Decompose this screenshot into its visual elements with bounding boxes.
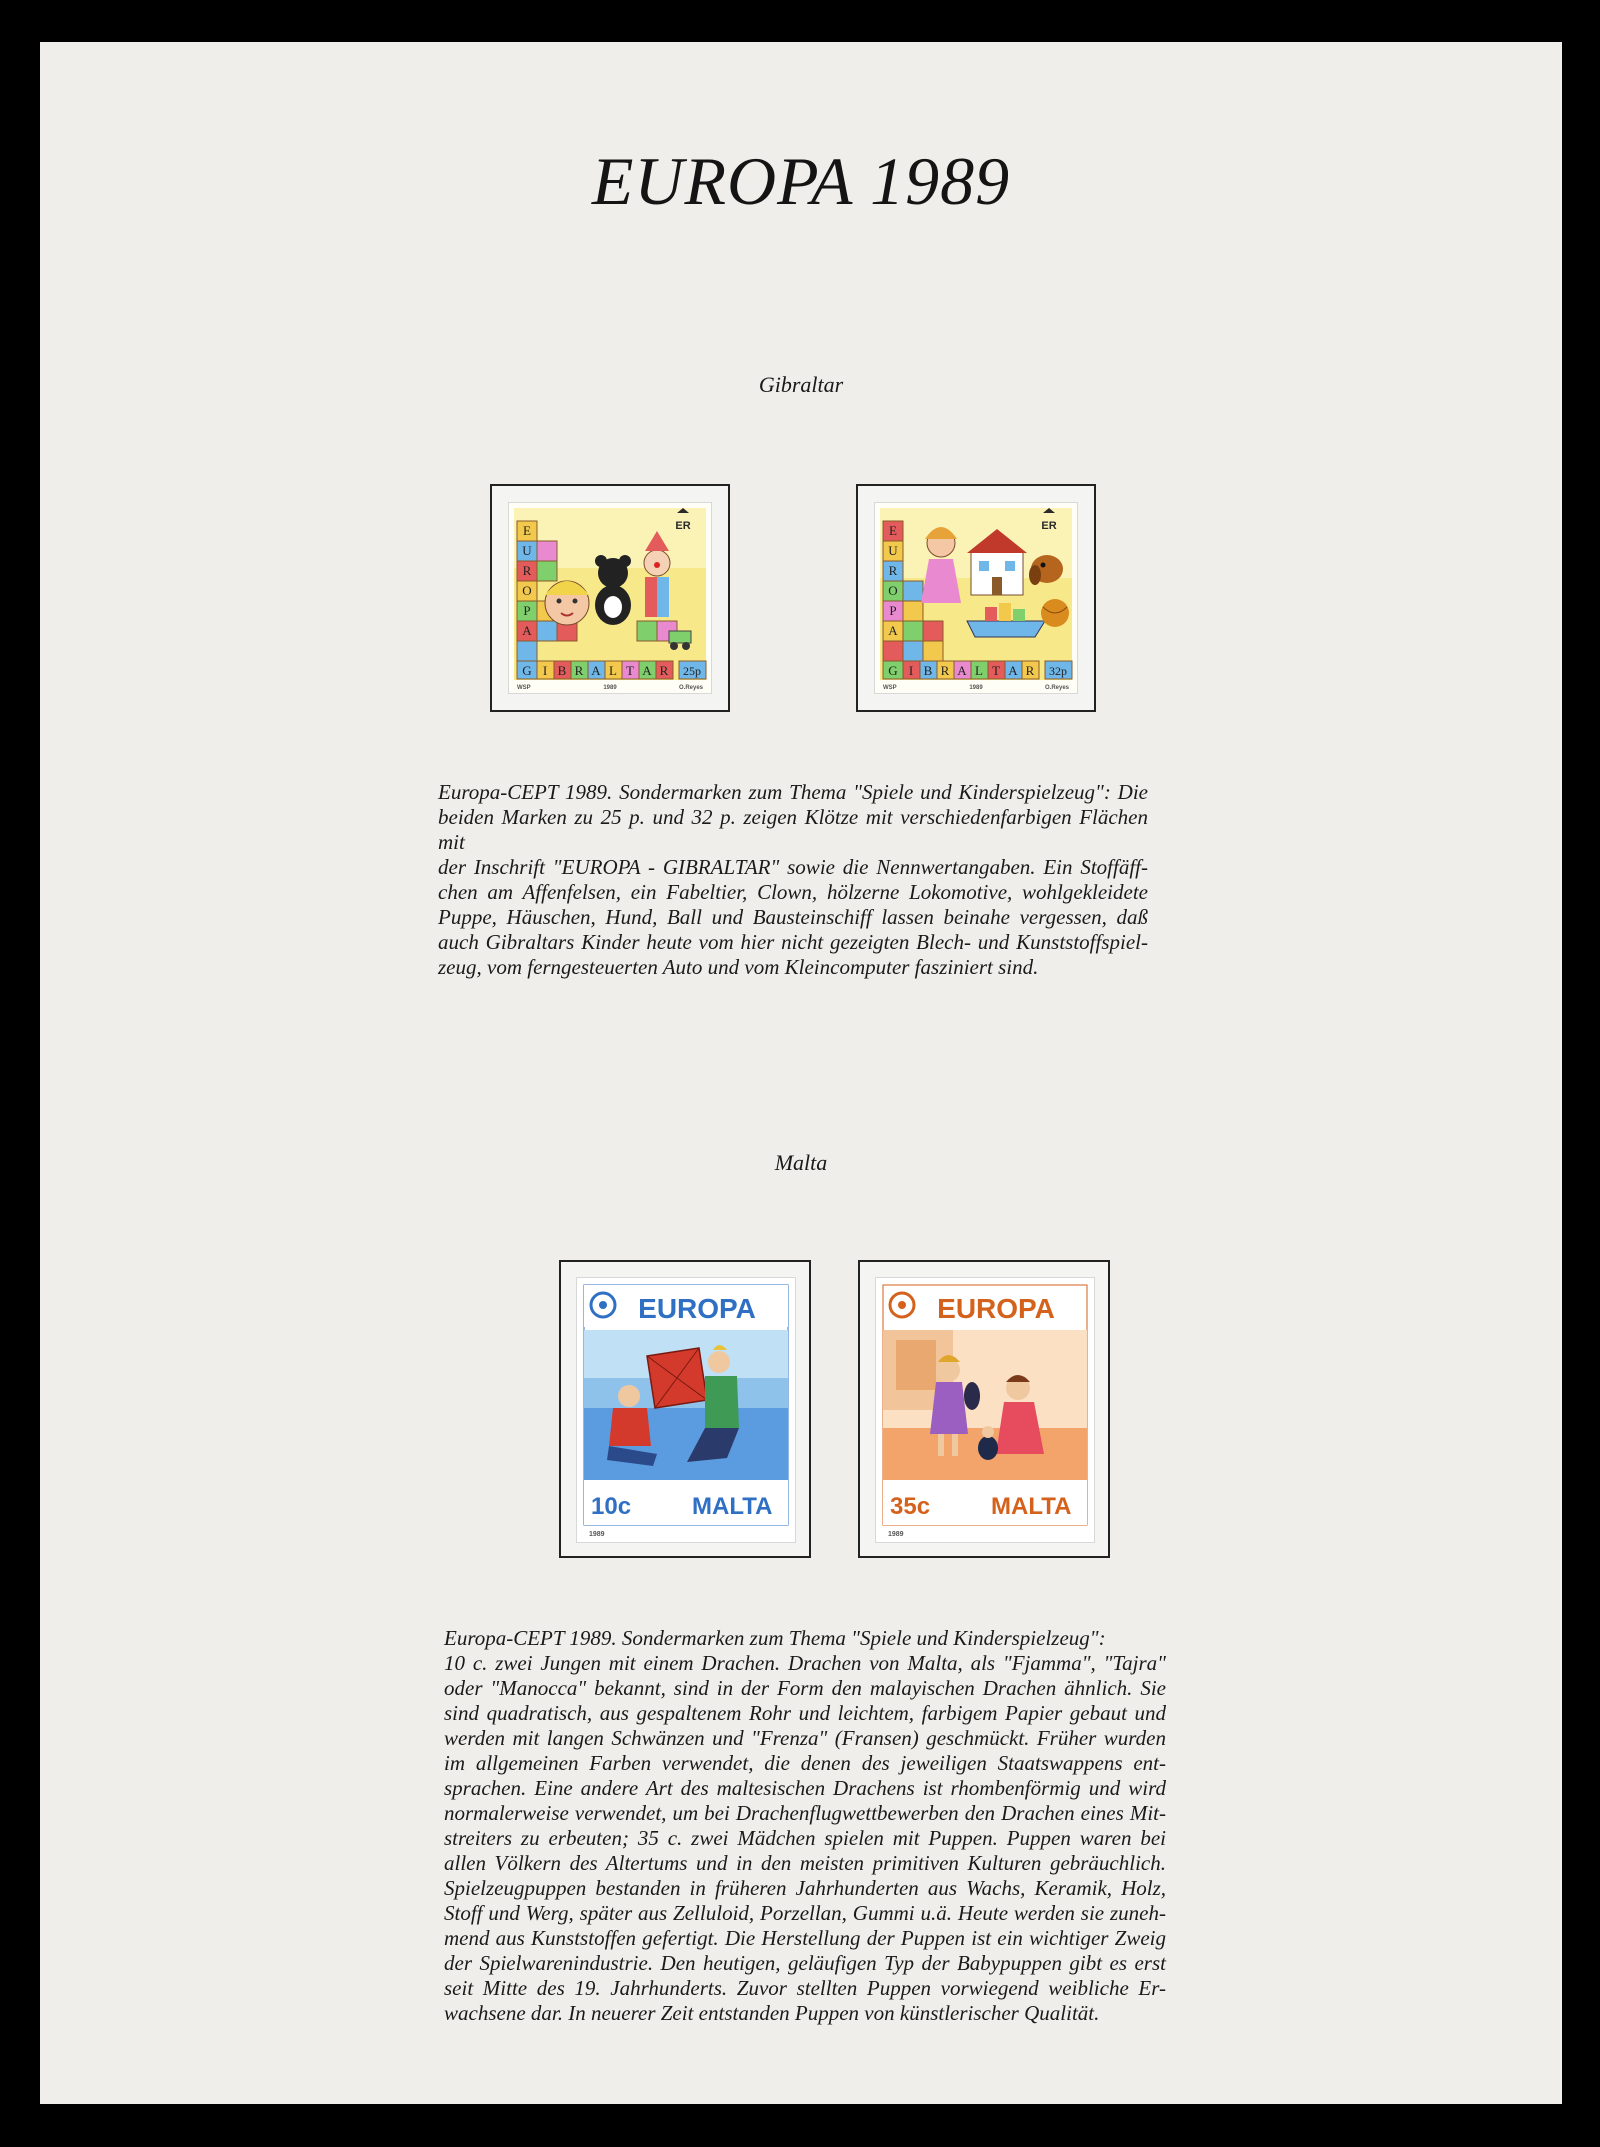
description-line: beiden Marken zu 25 p. und 32 p. zeigen Klötze mit verschiedenfarbigen Flächen mit: [438, 805, 1148, 854]
description-line: werden mit langen Schwänzen und "Frenza" (Fransen) geschmückt. Früher wurden: [444, 1726, 1166, 1750]
description-line: der Spielwarenindustrie. Den heutigen, geläufigen Typ der Babypuppen gibt es erst: [444, 1951, 1166, 1975]
stamp-mount-gibraltar-32p: [856, 484, 1096, 712]
svg-text:R: R: [522, 563, 532, 578]
svg-text:I: I: [542, 663, 548, 678]
description-malta: [444, 1626, 1166, 2026]
stamp-artwork-gibraltar-32p: [875, 503, 1077, 693]
stamp-mount-gibraltar-25p: [490, 484, 730, 712]
description-line: auch Gibraltars Kinder heute vom hier nicht gezeigten Blech- und Kunststoffspiel-: [438, 930, 1148, 954]
svg-text:R: R: [574, 663, 584, 678]
svg-text:B: B: [923, 663, 933, 678]
svg-text:L: L: [975, 663, 983, 678]
description-line: 10 c. zwei Jungen mit einem Drachen. Drachen von Malta, als "Fjamma", "Tajra": [444, 1651, 1166, 1675]
svg-text:G: G: [888, 663, 898, 678]
svg-text:U: U: [522, 543, 532, 558]
svg-text:T: T: [992, 663, 1000, 678]
svg-text:A: A: [522, 623, 532, 638]
stamp-artwork-gibraltar-25p: [509, 503, 711, 693]
stamp-value-25p: 25p: [683, 664, 701, 678]
year-label: 1989: [888, 1531, 904, 1538]
svg-text:R: R: [659, 663, 669, 678]
svg-text:R: R: [888, 563, 898, 578]
description-line: chen am Affenfelsen, ein Fabeltier, Clown, hölzerne Lokomotive, wohlgekleidete: [438, 880, 1148, 904]
svg-text:E: E: [889, 523, 897, 538]
cypher-label: ER: [675, 520, 691, 532]
svg-text:R: R: [940, 663, 950, 678]
description-line: Puppe, Häuschen, Hund, Ball und Bausteinschiff lassen beinahe vergessen, daß: [438, 905, 1148, 929]
description-line: seit Mitte des 19. Jahrhunderts. Zuvor stellten Puppen vorwiegend weibliche Er-: [444, 1976, 1166, 2000]
stamp-gibraltar-32p: [875, 503, 1077, 693]
svg-text:B: B: [557, 663, 567, 678]
description-line: Stoff und Werg, später aus Zelluloid, Porzellan, Gummi u.ä. Heute werden sie zuneh-: [444, 1901, 1166, 1925]
designer-label: O.Reyes: [1044, 685, 1069, 691]
page-title: EUROPA 1989: [591, 143, 1011, 219]
printer-label: WSP: [883, 685, 897, 691]
description-line: mend aus Kunststoffen gefertigt. Die Herstellung der Puppen ist ein wichtiger Zweig: [444, 1926, 1166, 1950]
stamp-mount-malta-10c: [559, 1260, 811, 1558]
stamp-header: EUROPA: [638, 1293, 756, 1324]
svg-text:A: A: [1008, 663, 1018, 678]
description-line: Spielzeugpuppen bestanden in früheren Jahrhunderten aus Wachs, Keramik, Holz,: [444, 1876, 1166, 1900]
description-line: sprachen. Eine andere Art des maltesischen Drachens ist rhombenförmig und wird: [444, 1776, 1166, 1800]
description-line: wachsene dar. In neuerer Zeit entstanden Puppen von künstlerischer Qualität.: [444, 2001, 1100, 2025]
country-label-gibraltar: Gibraltar: [758, 372, 844, 397]
svg-text:A: A: [888, 623, 898, 638]
cypher-label: ER: [1041, 520, 1057, 532]
description-line: der Inschrift "EUROPA - GIBRALTAR" sowie die Nennwertangaben. Ein Stoffäff-: [438, 855, 1148, 879]
description-line: normalerweise verwendet, um bei Drachenflugwettbewerben den Drachen eines Mit-: [444, 1801, 1166, 1825]
year-label: 1989: [969, 685, 983, 691]
svg-text:L: L: [609, 663, 617, 678]
svg-text:R: R: [1025, 663, 1035, 678]
svg-text:A: A: [642, 663, 652, 678]
svg-text:A: A: [957, 663, 967, 678]
stamp-country: MALTA: [692, 1493, 773, 1520]
album-page: [40, 42, 1562, 2104]
svg-text:T: T: [626, 663, 634, 678]
svg-text:A: A: [591, 663, 601, 678]
stamp-header: EUROPA: [937, 1293, 1055, 1324]
svg-text:O: O: [888, 583, 898, 598]
year-label: 1989: [589, 1531, 605, 1538]
stamp-artwork-malta-10c: [577, 1278, 795, 1542]
svg-text:I: I: [908, 663, 914, 678]
description-line: Europa-CEPT 1989. Sondermarken zum Thema "Spiele und Kinderspielzeug":: [444, 1626, 1106, 1650]
stamp-value-10c: 10c: [591, 1493, 632, 1520]
description-gibraltar: [438, 780, 1148, 980]
description-line: oder "Manocca" bekannt, sind in der Form den malayischen Drachen ähnlich. Sie: [444, 1676, 1166, 1700]
designer-label: O.Reyes: [678, 685, 703, 691]
stamp-malta-10c: [577, 1278, 795, 1542]
stamp-gibraltar-25p: [509, 503, 711, 693]
stamp-value-32p: 32p: [1049, 664, 1067, 678]
svg-text:O: O: [522, 583, 532, 598]
country-label-malta: Malta: [774, 1150, 828, 1175]
stamp-artwork-malta-35c: [876, 1278, 1094, 1542]
description-line: zeug, vom ferngesteuerten Auto und vom Kleincomputer fasziniert sind.: [438, 955, 1039, 979]
stamp-mount-malta-35c: [858, 1260, 1110, 1558]
svg-text:P: P: [889, 603, 897, 618]
stamp-country: MALTA: [991, 1493, 1072, 1520]
printer-label: WSP: [517, 685, 531, 691]
svg-text:E: E: [523, 523, 531, 538]
svg-text:U: U: [888, 543, 898, 558]
description-line: allen Völkern des Altertums und in den meisten primitiven Kulturen gebräuchlich.: [444, 1851, 1166, 1875]
stamp-value-35c: 35c: [890, 1493, 931, 1520]
description-line: streiters zu erbeuten; 35 c. zwei Mädchen spielen mit Puppen. Puppen waren bei: [444, 1826, 1166, 1850]
stamp-malta-35c: [876, 1278, 1094, 1542]
description-line: im allgemeinen Farben verwendet, die denen des jeweiligen Staatswappens ent-: [444, 1751, 1166, 1775]
svg-text:G: G: [522, 663, 532, 678]
description-line: Europa-CEPT 1989. Sondermarken zum Thema "Spiele und Kinderspielzeug": Die: [438, 780, 1148, 804]
svg-text:P: P: [523, 603, 531, 618]
description-line: sind quadratisch, aus gespaltenem Rohr und leichtem, farbigem Papier gebaut und: [444, 1701, 1166, 1725]
year-label: 1989: [603, 685, 617, 691]
